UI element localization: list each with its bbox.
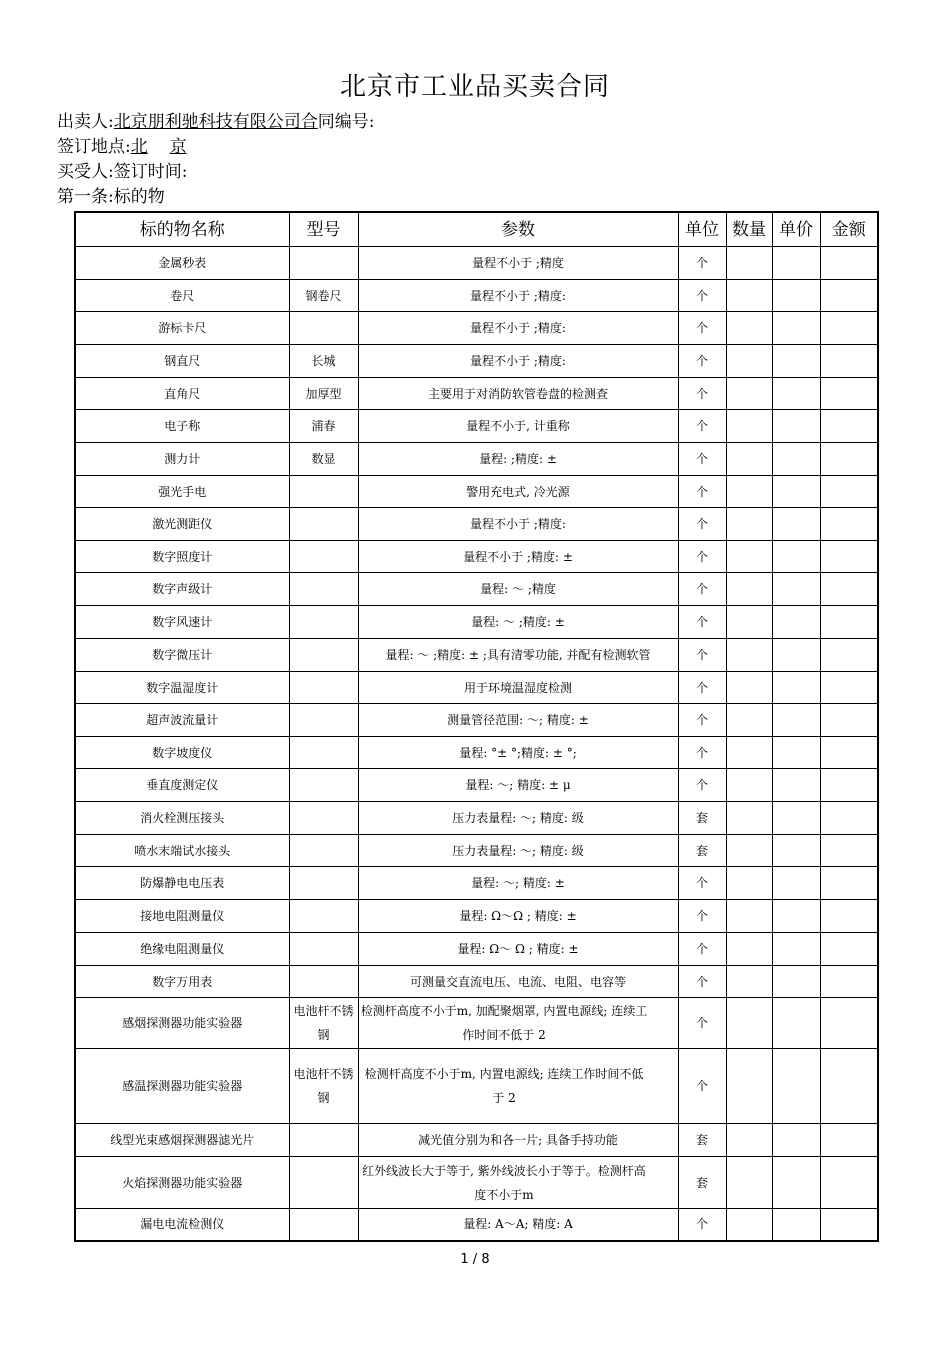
item-unit-price-cell [772,476,820,508]
item-params-cell: 量程: Ω～Ω ; 精度: ± [358,900,678,933]
table-row [75,476,878,508]
item-unit-cell: 个 [678,933,726,966]
item-quantity-cell [726,247,772,280]
item-model-cell [289,704,358,737]
item-amount-cell [820,280,878,312]
table-row [75,900,878,933]
table-row [75,769,878,802]
item-unit-price-cell [772,312,820,345]
item-model-cell: 电池杆不锈钢 [289,998,358,1049]
item-name-cell: 游标卡尺 [75,312,289,345]
item-unit-cell: 个 [678,1049,726,1124]
item-quantity-cell [726,1157,772,1209]
item-amount-cell [820,933,878,966]
item-model-cell: 电池杆不锈钢 [289,1049,358,1124]
article-label: 第一条: [57,187,114,207]
item-params-cell: 量程不小于 ;精度: [358,280,678,312]
item-amount-cell [820,966,878,998]
item-unit-price-cell [772,1209,820,1241]
item-params-cell: 可测量交直流电压、电流、电阻、电容等 [358,966,678,998]
table-row [75,378,878,410]
item-unit-cell: 个 [678,1209,726,1241]
item-unit-price-cell [772,280,820,312]
item-params-cell: 量程: ～; 精度: ± [358,867,678,900]
item-quantity-cell [726,476,772,508]
item-model-cell [289,867,358,900]
item-model-cell [289,1157,358,1209]
item-unit-cell: 个 [678,966,726,998]
item-name-cell: 数字声级计 [75,573,289,606]
item-name-cell: 漏电电流检测仪 [75,1209,289,1241]
item-name-cell: 接地电阻测量仪 [75,900,289,933]
item-quantity-cell [726,508,772,541]
sign-place-part-2: 京 [169,137,187,157]
item-quantity-cell [726,280,772,312]
item-unit-cell: 个 [678,247,726,280]
item-quantity-cell [726,541,772,573]
item-model-cell [289,606,358,639]
table-row [75,573,878,606]
item-params-cell: 压力表量程: ～; 精度: 级 [358,802,678,835]
item-name-cell: 感温探测器功能实验器 [75,1049,289,1124]
sign-place-value [131,137,187,157]
item-quantity-cell [726,312,772,345]
item-params-cell: 量程不小于, 计重称 [358,410,678,443]
table-row [75,835,878,867]
item-unit-price-cell [772,737,820,769]
table-row [75,1209,878,1241]
item-unit-price-cell [772,508,820,541]
item-unit-price-cell [772,998,820,1049]
item-amount-cell [820,639,878,672]
item-amount-cell [820,345,878,378]
item-quantity-cell [726,704,772,737]
item-unit-cell: 个 [678,672,726,704]
item-quantity-cell [726,802,772,835]
item-name-cell: 卷尺 [75,280,289,312]
item-quantity-cell [726,443,772,476]
item-params-cell: 警用充电式, 冷光源 [358,476,678,508]
item-model-cell [289,639,358,672]
item-params-cell: 量程: ～ ;精度: ± ;具有清零功能, 并配有检测软管 [358,639,678,672]
item-amount-cell [820,1049,878,1124]
item-unit-cell: 个 [678,345,726,378]
table-row [75,606,878,639]
item-model-cell: 钢卷尺 [289,280,358,312]
col-header-unit-price: 单价 [772,212,820,247]
table-row [75,247,878,280]
item-unit-price-cell [772,378,820,410]
item-model-cell [289,835,358,867]
item-params-cell: 量程: ～; 精度: ± μ [358,769,678,802]
buyer-line [57,162,187,182]
item-name-cell: 金属秒表 [75,247,289,280]
item-name-cell: 数字微压计 [75,639,289,672]
item-amount-cell [820,672,878,704]
table-row [75,672,878,704]
item-model-cell [289,312,358,345]
item-params-cell: 检测杆高度不小于m, 加配聚烟罩, 内置电源线; 连续工作时间不低于 2 [358,998,678,1049]
item-params-cell: 减光值分别为和各一片; 具备手持功能 [358,1124,678,1157]
col-header-params: 参数 [358,212,678,247]
item-name-cell: 喷水末端试水接头 [75,835,289,867]
item-model-cell [289,737,358,769]
item-unit-price-cell [772,247,820,280]
item-name-cell: 数字坡度仪 [75,737,289,769]
item-name-cell: 数字温湿度计 [75,672,289,704]
table-row [75,280,878,312]
items-table [74,211,879,1242]
table-row [75,410,878,443]
item-amount-cell [820,476,878,508]
item-quantity-cell [726,639,772,672]
item-name-cell: 电子称 [75,410,289,443]
table-row [75,508,878,541]
item-unit-price-cell [772,606,820,639]
table-row [75,1157,878,1209]
item-amount-cell [820,802,878,835]
item-amount-cell [820,410,878,443]
item-model-cell [289,476,358,508]
item-amount-cell [820,1157,878,1209]
item-name-cell: 消火栓测压接头 [75,802,289,835]
item-quantity-cell [726,606,772,639]
item-params-cell: 量程不小于 ;精度: ± [358,541,678,573]
item-quantity-cell [726,1049,772,1124]
item-model-cell [289,573,358,606]
item-params-cell: 压力表量程: ～; 精度: 级 [358,835,678,867]
item-name-cell: 绝缘电阻测量仪 [75,933,289,966]
item-unit-cell: 个 [678,769,726,802]
item-unit-price-cell [772,1157,820,1209]
table-row [75,737,878,769]
item-unit-cell: 个 [678,312,726,345]
item-amount-cell [820,769,878,802]
item-unit-cell: 套 [678,835,726,867]
col-header-unit: 单位 [678,212,726,247]
item-quantity-cell [726,1209,772,1241]
item-name-cell: 数字万用表 [75,966,289,998]
item-quantity-cell [726,867,772,900]
table-row [75,639,878,672]
item-params-cell: 量程不小于 ;精度: [358,508,678,541]
item-model-cell [289,508,358,541]
item-amount-cell [820,737,878,769]
item-unit-cell: 个 [678,573,726,606]
item-amount-cell [820,835,878,867]
item-unit-price-cell [772,769,820,802]
item-params-cell: 量程不小于 ;精度: [358,345,678,378]
item-params-cell: 量程: ～ ;精度 [358,573,678,606]
item-amount-cell [820,573,878,606]
item-name-cell: 感烟探测器功能实验器 [75,998,289,1049]
item-params-cell: 检测杆高度不小于m, 内置电源线; 连续工作时间不低于 2 [358,1049,678,1124]
item-amount-cell [820,378,878,410]
item-name-cell: 数字照度计 [75,541,289,573]
item-name-cell: 强光手电 [75,476,289,508]
item-unit-cell: 个 [678,639,726,672]
item-model-cell [289,541,358,573]
item-model-cell [289,769,358,802]
item-quantity-cell [726,573,772,606]
item-quantity-cell [726,769,772,802]
item-name-cell: 钢直尺 [75,345,289,378]
item-model-cell [289,933,358,966]
item-params-cell: 量程: A～A; 精度: A [358,1209,678,1241]
page-number: 1 / 8 [460,1252,490,1267]
item-quantity-cell [726,345,772,378]
item-params-cell: 量程不小于 ;精度: [358,312,678,345]
buyer-label: 买受人: [57,162,114,182]
item-model-cell: 加厚型 [289,378,358,410]
item-unit-cell: 个 [678,378,726,410]
item-unit-price-cell [772,802,820,835]
item-unit-price-cell [772,900,820,933]
seller-name: 北京朋利驰科技有限公司合 [113,112,318,132]
item-unit-cell: 个 [678,998,726,1049]
item-model-cell [289,900,358,933]
sign-place-part-1: 北 [130,137,148,157]
item-params-cell: 红外线波长大于等于, 紫外线波长小于等于。检测杆高度不小于m [358,1157,678,1209]
item-model-cell [289,966,358,998]
table-row [75,443,878,476]
table-row [75,541,878,573]
table-row [75,1124,878,1157]
item-amount-cell [820,508,878,541]
item-unit-cell: 套 [678,1157,726,1209]
item-unit-price-cell [772,704,820,737]
item-unit-cell: 个 [678,508,726,541]
contract-title: 北京市工业品买卖合同 [339,72,610,102]
item-unit-price-cell [772,1124,820,1157]
item-params-cell: 量程: °± °;精度: ± °; [358,737,678,769]
item-amount-cell [820,247,878,280]
item-unit-cell: 个 [678,476,726,508]
item-params-cell: 主要用于对消防软管卷盘的检测查 [358,378,678,410]
item-unit-cell: 个 [678,900,726,933]
item-unit-cell: 个 [678,704,726,737]
item-quantity-cell [726,933,772,966]
item-unit-cell: 个 [678,541,726,573]
item-unit-cell: 个 [678,443,726,476]
item-unit-cell: 套 [678,1124,726,1157]
item-unit-price-cell [772,835,820,867]
item-params-cell: 测量管径范围: ～; 精度: ± [358,704,678,737]
item-quantity-cell [726,378,772,410]
item-amount-cell [820,704,878,737]
item-quantity-cell [726,410,772,443]
article-text: 标的物 [113,187,165,207]
table-row [75,802,878,835]
item-quantity-cell [726,900,772,933]
sign-time-label: 签订时间: [113,162,188,182]
item-quantity-cell [726,835,772,867]
item-unit-cell: 套 [678,802,726,835]
item-amount-cell [820,541,878,573]
contract-number-label: 同编号: [317,112,375,132]
table-row [75,1049,878,1124]
seller-line [57,112,374,132]
item-model-cell [289,1209,358,1241]
item-name-cell: 超声波流量计 [75,704,289,737]
item-unit-price-cell [772,966,820,998]
item-amount-cell [820,312,878,345]
item-name-cell: 直角尺 [75,378,289,410]
item-amount-cell [820,1209,878,1241]
item-model-cell: 浦春 [289,410,358,443]
item-amount-cell [820,1124,878,1157]
item-name-cell: 防爆静电电压表 [75,867,289,900]
item-unit-price-cell [772,639,820,672]
item-unit-cell: 个 [678,867,726,900]
item-unit-cell: 个 [678,737,726,769]
item-params-cell: 量程: ;精度: ± [358,443,678,476]
table-row [75,704,878,737]
article-line [57,187,165,207]
table-row [75,345,878,378]
item-unit-price-cell [772,867,820,900]
col-header-quantity: 数量 [726,212,772,247]
item-name-cell: 火焰探测器功能实验器 [75,1157,289,1209]
item-params-cell: 量程不小于 ;精度 [358,247,678,280]
item-unit-price-cell [772,573,820,606]
item-name-cell: 垂直度测定仪 [75,769,289,802]
sign-place-label: 签订地点: [57,137,131,157]
table-row [75,933,878,966]
item-quantity-cell [726,1124,772,1157]
col-header-amount: 金额 [820,212,878,247]
table-header-row [75,212,878,247]
item-quantity-cell [726,966,772,998]
item-unit-price-cell [772,1049,820,1124]
item-name-cell: 激光测距仪 [75,508,289,541]
item-model-cell: 数显 [289,443,358,476]
item-amount-cell [820,443,878,476]
item-unit-cell: 个 [678,606,726,639]
item-amount-cell [820,900,878,933]
item-unit-price-cell [772,443,820,476]
item-name-cell: 数字风速计 [75,606,289,639]
table-row [75,966,878,998]
item-name-cell: 线型光束感烟探测器滤光片 [75,1124,289,1157]
item-params-cell: 量程: ～ ;精度: ± [358,606,678,639]
item-model-cell [289,1124,358,1157]
item-unit-price-cell [772,933,820,966]
item-params-cell: 量程: Ω～ Ω ; 精度: ± [358,933,678,966]
table-row [75,998,878,1049]
table-row [75,312,878,345]
item-unit-price-cell [772,672,820,704]
item-quantity-cell [726,998,772,1049]
item-quantity-cell [726,737,772,769]
col-header-model: 型号 [289,212,358,247]
item-params-cell: 用于环境温湿度检测 [358,672,678,704]
item-unit-price-cell [772,345,820,378]
sign-place-line [57,137,187,157]
item-model-cell [289,802,358,835]
item-quantity-cell [726,672,772,704]
item-model-cell [289,247,358,280]
item-amount-cell [820,606,878,639]
item-amount-cell [820,867,878,900]
seller-label: 出卖人: [57,112,114,132]
table-row [75,867,878,900]
item-unit-price-cell [772,541,820,573]
item-model-cell: 长城 [289,345,358,378]
item-model-cell [289,672,358,704]
col-header-name: 标的物名称 [75,212,289,247]
item-name-cell: 测力计 [75,443,289,476]
item-unit-cell: 个 [678,280,726,312]
item-unit-price-cell [772,410,820,443]
item-amount-cell [820,998,878,1049]
item-unit-cell: 个 [678,410,726,443]
